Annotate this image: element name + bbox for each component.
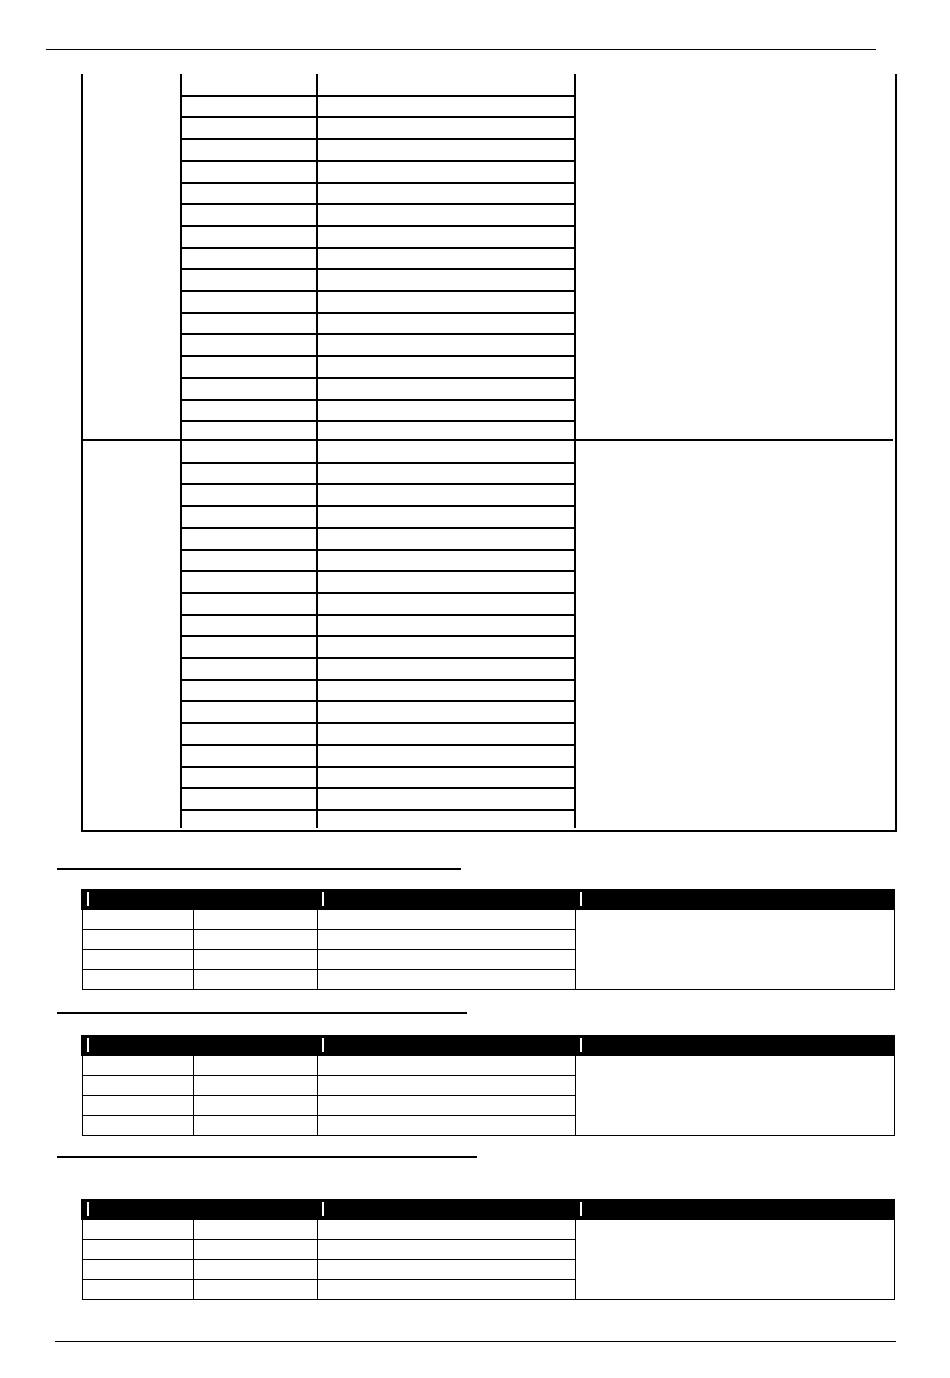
table-cell [83, 1056, 194, 1076]
section-heading-rule [57, 868, 461, 870]
description-cell [576, 910, 895, 990]
row-divider [182, 116, 575, 118]
row-divider [182, 809, 575, 811]
table-cell [83, 930, 194, 950]
column-header [83, 1200, 318, 1220]
row-divider [182, 787, 575, 789]
table-cell [318, 1280, 576, 1300]
column-header [576, 890, 895, 910]
row-divider [182, 399, 575, 401]
column-header [318, 1036, 576, 1056]
table-cell [194, 1096, 318, 1116]
header-rule [46, 49, 876, 50]
row-divider [182, 679, 575, 681]
row-divider [182, 377, 575, 379]
table-cell [83, 1116, 194, 1136]
row-divider [182, 268, 575, 270]
table-cell [318, 1056, 576, 1076]
table-cell [318, 1260, 576, 1280]
row-divider [182, 614, 575, 616]
row-divider [182, 225, 575, 227]
row-divider [182, 527, 575, 529]
table-cell [318, 970, 576, 990]
column-header [83, 1036, 318, 1056]
table-cell [83, 1220, 194, 1240]
row-divider [182, 203, 575, 205]
settings-table [81, 889, 895, 990]
row-divider [182, 744, 575, 746]
table-cell [318, 1240, 576, 1260]
description-cell [576, 1220, 895, 1300]
table-cell [83, 950, 194, 970]
table-cell [83, 1260, 194, 1280]
section-heading-rule [57, 1156, 477, 1158]
row-divider [182, 182, 575, 184]
table-cell [83, 1240, 194, 1260]
table-cell [318, 930, 576, 950]
table-cell [194, 1056, 318, 1076]
table-cell [83, 1280, 194, 1300]
row-divider [182, 95, 575, 97]
row-divider [182, 138, 575, 140]
row-divider [182, 570, 575, 572]
row-divider [182, 312, 575, 314]
column-header [83, 890, 318, 910]
row-divider [182, 722, 575, 724]
table-cell [318, 1116, 576, 1136]
table-cell [194, 1076, 318, 1096]
column-header [318, 1200, 576, 1220]
table-cell [318, 910, 576, 930]
row-divider [182, 700, 575, 702]
row-divider [182, 766, 575, 768]
table-cell [83, 1096, 194, 1116]
section-heading-rule [57, 1012, 467, 1014]
settings-table [81, 1035, 895, 1136]
footer-rule [55, 1341, 896, 1342]
table-cell [194, 970, 318, 990]
row-divider [182, 592, 575, 594]
column-header [576, 1200, 895, 1220]
table-cell [194, 950, 318, 970]
table-cell [318, 1096, 576, 1116]
row-divider [182, 290, 575, 292]
table-cell [194, 1240, 318, 1260]
table-cell [194, 1280, 318, 1300]
table-cell [318, 1220, 576, 1240]
row-divider [182, 333, 575, 335]
row-divider [182, 160, 575, 162]
row-divider [182, 420, 575, 422]
table-cell [83, 1076, 194, 1096]
row-divider [182, 247, 575, 249]
description-cell [576, 1056, 895, 1136]
row-divider [182, 549, 575, 551]
table-cell [194, 1220, 318, 1240]
row-divider [182, 355, 575, 357]
table-cell [194, 1260, 318, 1280]
column-header [318, 890, 576, 910]
table-cell [318, 1076, 576, 1096]
row-divider [182, 657, 575, 659]
row-divider [182, 462, 575, 464]
table-cell [194, 910, 318, 930]
row-divider [182, 505, 575, 507]
settings-table [81, 1199, 895, 1300]
table-cell [194, 1116, 318, 1136]
row-divider [182, 483, 575, 485]
table-cell [194, 930, 318, 950]
table-cell [83, 970, 194, 990]
column-header [576, 1036, 895, 1056]
table-cell [83, 910, 194, 930]
parameter-table-continued [81, 74, 897, 832]
row-divider [182, 635, 575, 637]
table-cell [318, 950, 576, 970]
